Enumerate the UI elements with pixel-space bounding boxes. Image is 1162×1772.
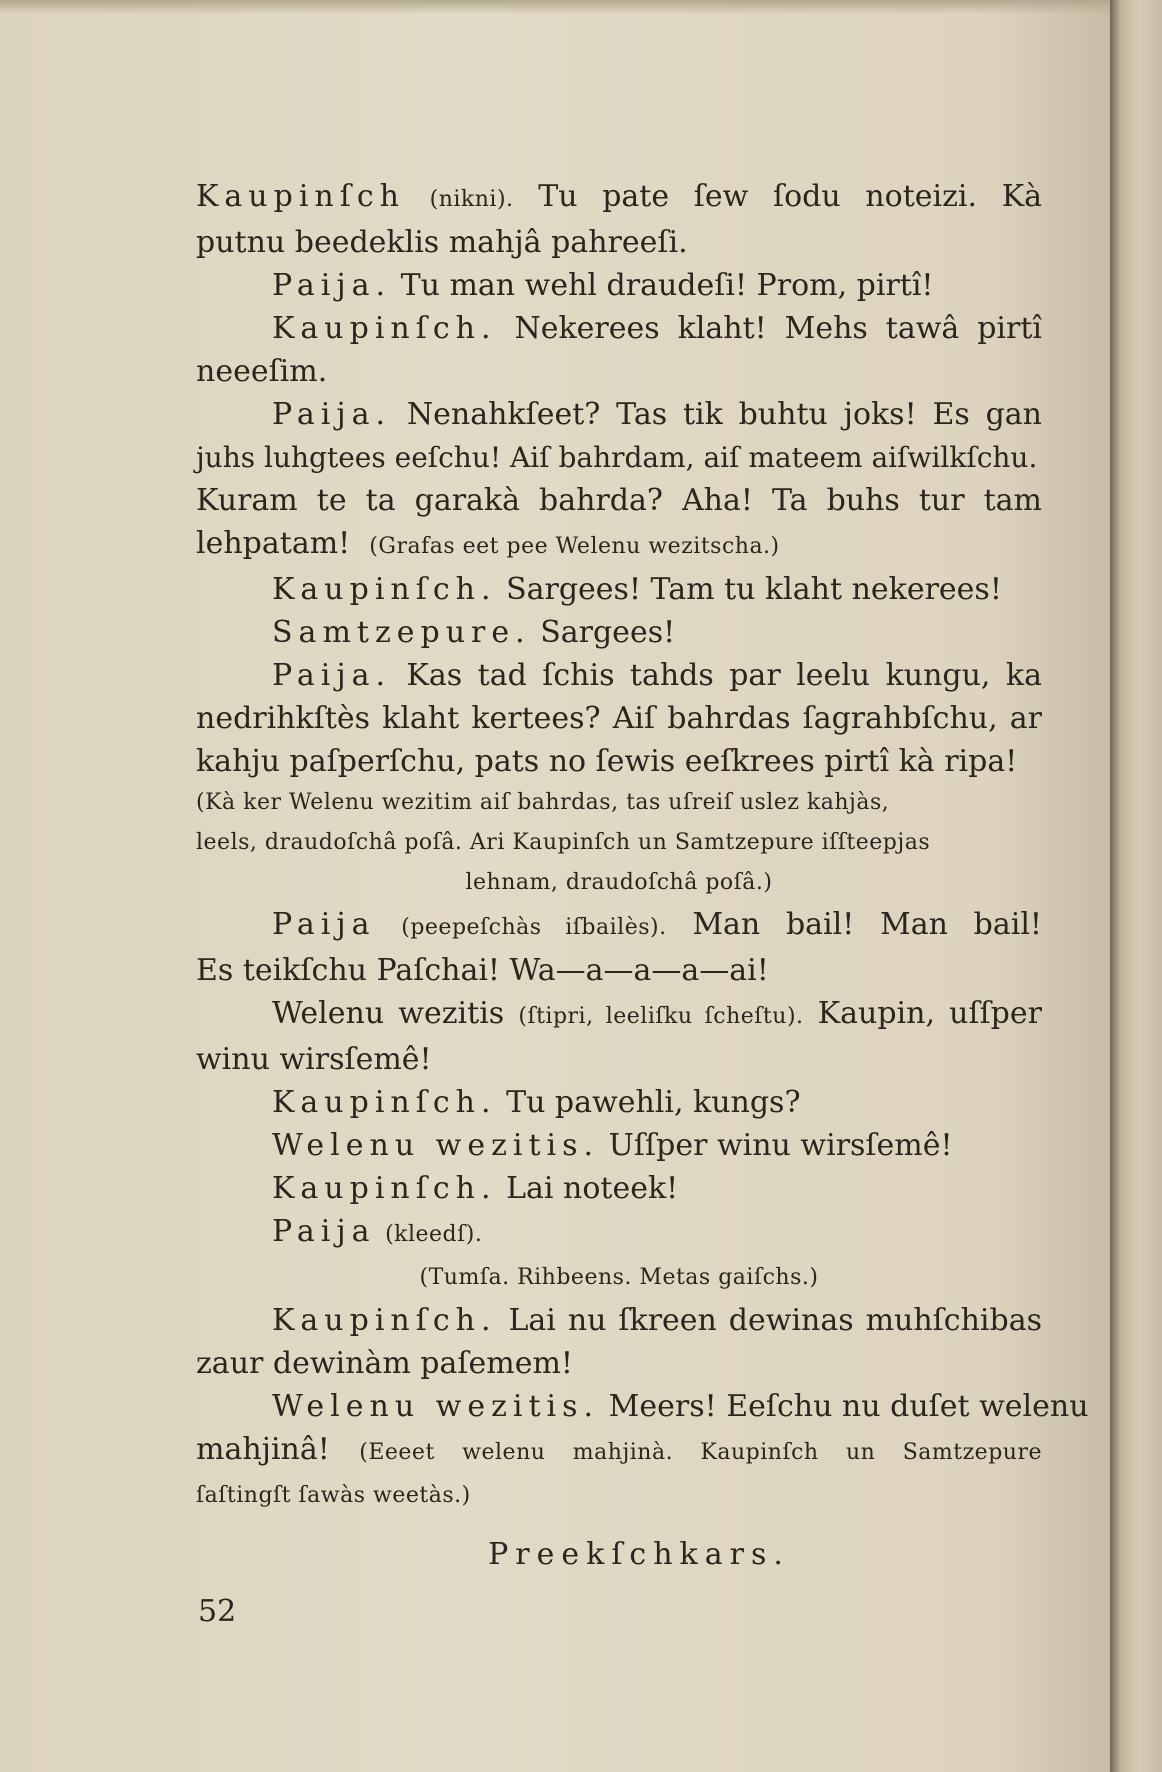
text-line [196,1038,1042,1081]
line-text: Kaupin, uſſper [817,996,1042,1031]
line-text: Lai nu ſkreen dewinas muhſchibas [508,1303,1042,1338]
text-line [196,654,1042,697]
play-text [196,175,1089,1576]
stage-direction: (peepeſchàs iſbailès). [401,915,667,940]
page-binding-edge [1110,0,1162,1772]
line-text: Tu pawehli, kungs? [506,1085,801,1120]
text-line [196,393,1042,436]
line-text: Nekerees klaht! Mehs tawâ pirtî [514,311,1042,346]
stage-direction: (Eeeet welenu mahjinà. Kaupinſch un Samtzepure [359,1440,1042,1465]
line-text: Sargees! Tam tu klaht nekerees! [506,572,1002,607]
text-line [196,221,1042,264]
speaker: Paija. [272,268,392,303]
line-text: zaur dewinàm paſemem! [196,1346,573,1381]
spacer [196,1517,1042,1533]
line-text: Es teikſchu Paſchai! Wa—a—a—a—ai! [196,953,769,988]
stage-direction-line [196,823,1042,863]
stage-direction: leels, draudoſchâ poſâ. Ari Kaupinſch un Samtzepure iſſteepjas [196,830,931,855]
speaker: Welenu wezitis [272,996,505,1031]
text-line [196,1385,1089,1428]
speaker: Welenu wezitis. [272,1128,600,1163]
line-text: Kuram te ta garakà bahrda? Aha! Ta buhs tur tam [196,483,1042,518]
text-line [196,307,1042,350]
line-text: Kas tad ſchis tahds par leelu kungu, ka [406,658,1042,693]
text-line [196,1124,1042,1167]
stage-direction: (kleedſ). [385,1222,483,1247]
speaker: Kaupinſch [196,179,405,214]
speaker: Paija [272,1214,376,1249]
line-text: Tu pate ſew ſodu noteizi. Kà [538,179,1042,214]
speaker: Samtzepure. [272,615,531,650]
speaker: Kaupinſch. [272,572,497,607]
speaker: Paija. [272,397,392,432]
text-line [196,479,1042,522]
text-line [196,1342,1042,1385]
stage-direction-line [196,783,1042,823]
line-text: Uſſper winu wirsſemê! [608,1128,953,1163]
text-line [196,697,1042,740]
stage-direction: (ſtipri, leeliſku ſcheſtu). [518,1004,804,1029]
line-text: Man bail! Man bail! [692,907,1042,942]
text-line [196,350,1042,393]
stage-direction: (Tumſa. Rihbeens. Metas gaiſchs.) [419,1265,819,1290]
speaker: Kaupinſch. [272,311,497,346]
stage-direction-line [196,1256,1042,1299]
line-text: Tu man wehl draudeſi! Prom, pirtî! [400,268,934,303]
page-top-shadow [0,0,1162,14]
text-line [196,1167,1042,1210]
text-line [196,436,1042,479]
text-line [196,568,1042,611]
line-text: putnu beedeklis mahjâ pahreeſi. [196,225,688,260]
text-line [196,1081,1042,1124]
stage-direction: (nikni). [429,187,514,212]
speaker: Paija. [272,658,392,693]
text-line [196,611,1042,654]
line-text: nedrihkſtès klaht kertees? Aiſ bahrdas ſagrahbſchu, ar [196,701,1042,736]
text-line [196,1428,1042,1474]
line-text: Lai noteek! [506,1171,679,1206]
stage-direction: lehnam, draudoſchâ poſâ.) [465,870,773,895]
stage-direction: ſaſtingſt ſawàs weetàs.) [196,1483,471,1508]
speaker: Kaupinſch. [272,1085,497,1120]
text-line [196,175,1042,221]
stage-direction: (Grafas eet pee Welenu wezitscha.) [369,534,780,559]
stage-direction: (Kà ker Welenu wezitim aiſ bahrdas, tas uſreiſ uslez kahjàs, [196,790,890,815]
text-line [196,949,1042,992]
line-text: Nenahkſeet? Tas tik buhtu joks! Es gan [406,397,1042,432]
text-line [196,992,1042,1038]
page-number: 52 [198,1594,237,1629]
stage-direction-line [196,1474,1042,1517]
speaker: Welenu wezitis. [272,1389,600,1424]
text-line [196,522,1042,568]
curtain-title-text: Preekſchkars. [488,1537,790,1572]
speaker: Kaupinſch. [272,1303,497,1338]
line-text: Meers! Eeſchu nu duſet welenu [608,1389,1089,1424]
line-text: mahjinâ! [196,1432,330,1467]
speaker: Paija [272,907,376,942]
text-line [196,740,1042,783]
line-text: kahju paſperſchu, pats no ſewis eeſkrees pirtî kà ripa! [196,744,1018,779]
line-text: neeeſim. [196,354,328,389]
text-line [196,1299,1042,1342]
text-line [196,264,1042,307]
curtain-title [196,1533,1042,1576]
line-text: juhs luhgtees eeſchu! Aiſ bahrdam, aiſ mateem aiſwilkſchu. [196,441,1038,474]
line-text: winu wirsſemê! [196,1042,432,1077]
text-line [196,1210,1042,1256]
stage-direction-line [196,863,1042,903]
text-line [196,903,1042,949]
speaker: Kaupinſch. [272,1171,497,1206]
line-text: Sargees! [540,615,676,650]
line-text: lehpatam! [196,526,351,561]
